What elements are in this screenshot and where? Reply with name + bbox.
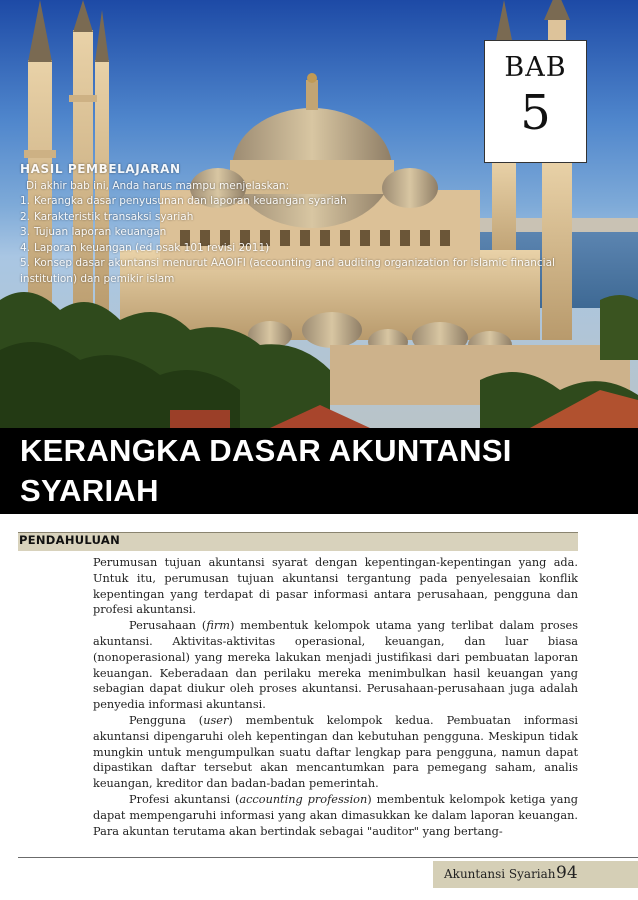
term: firm	[206, 619, 230, 633]
chapter-badge	[484, 40, 587, 163]
learning-outcome-item: 2. Karakteristik transaksi syariah	[20, 210, 194, 223]
learning-outcomes	[20, 162, 590, 287]
learning-outcomes-intro: Di akhir bab ini, Anda harus mampu menjelaskan:	[26, 180, 290, 192]
term: user	[203, 713, 229, 727]
cover-photo	[0, 0, 638, 428]
body-text	[93, 555, 578, 839]
section-heading: PENDAHULUAN	[19, 533, 121, 547]
learning-outcome-item: 5. Konsep dasar akuntansi menurut AAOIFI (accounting and auditing organization for islamic financial institution) dan pemikir islam	[20, 257, 555, 285]
chapter-title: KERANGKA DASAR AKUNTANSI SYARIAH	[20, 433, 512, 508]
learning-outcome-item: 4. Laporan keuangan (ed psak 101 revisi 2011)	[20, 241, 270, 254]
paragraph: Perumusan tujuan akuntansi syarat dengan kepentingan-kepentingan yang ada. Untuk itu, perumusan tujuan akuntansi tergantung pada penyelesaian konflik kepentingan yang terdapat di pasar informasi antara perusahaan, pengguna dan profesi akuntansi.	[93, 556, 578, 617]
chapter-number: 5	[520, 85, 551, 141]
footer-rule	[18, 857, 638, 858]
paragraph: Pengguna (user) membentuk kelompok kedua. Pembuatan informasi akuntansi dipengaruhi oleh kepentingan dan kebutuhan pengguna. Meskipun tidak mungkin untuk mengumpulkan suatu daftar lengkap para pengguna, namun dapat dipastikan daftar tersebut akan mencantumkan para pemegang saham, analis keuangan, kreditor dan badan-badan pemerintah.	[93, 713, 578, 791]
paragraph: Perusahaan (firm) membentuk kelompok utama yang terlibat dalam proses akuntansi. Aktivitas-aktivitas operasional, keuangan, dan luar biasa (nonoperasional) yang mereka lakukan menjadi justifikasi dari pembuatan laporan keuangan. Keberadaan dan perilaku mereka menimbulkan hasil keuangan yang sebagian dapat diukur oleh proses akuntansi. Perusahaan-perusahaan juga adalah penyedia informasi akuntansi.	[93, 619, 578, 712]
page-number: 94	[556, 863, 578, 883]
chapter-label: BAB	[504, 52, 567, 83]
paragraph: Profesi akuntansi (accounting profession) membentuk kelompok ketiga yang dapat mempengaruhi informasi yang akan dimasukkan ke dalam laporan keuangan. Para akuntan terutama akan bertindak sebagai "auditor" yang bertang-	[93, 792, 579, 838]
learning-outcomes-heading: HASIL PEMBELAJARAN	[20, 162, 181, 176]
term: accounting profession	[239, 792, 368, 806]
learning-outcome-item: 1. Kerangka dasar penyusunan dan laporan keuangan syariah	[20, 195, 347, 207]
learning-outcomes-list	[20, 194, 590, 287]
learning-outcome-item: 3. Tujuan laporan keuangan	[20, 226, 167, 238]
footer-book-title: Akuntansi Syariah	[444, 867, 556, 881]
